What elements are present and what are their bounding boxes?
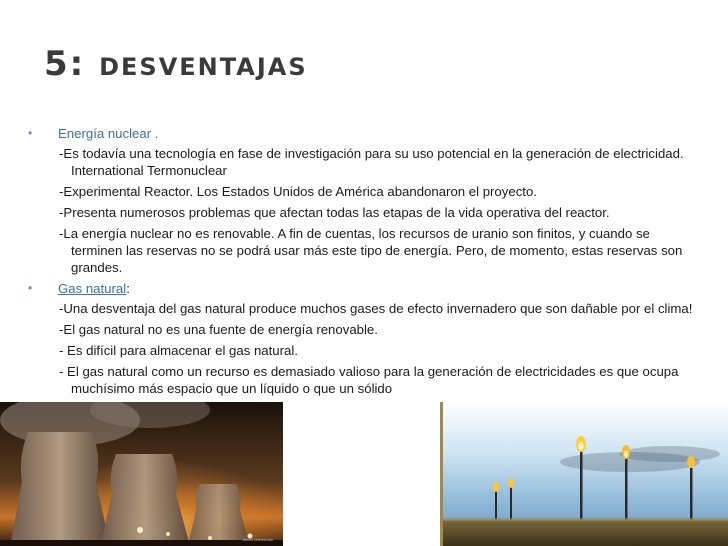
bullet-nuclear-energy [28,125,698,142]
bullet-natural-gas [28,280,698,297]
nuclear-point-1: -Es todavía una tecnología en fase de investigación para su uso potencial en la generación de electricidad. International Termonuclear [59,146,684,178]
nuclear-point-4: -La energía nuclear no es renovable. A fin de cuentas, los recursos de uranio son finitos, y cuando se terminen las reservas no se podrá usar más este tipo de energía. Pero, de momento, estas reservas son grandes. [59,226,683,275]
bullet-dot-icon: • [28,126,33,140]
gas-point-2: -El gas natural no es una fuente de energía renovable. [59,322,378,337]
gas-point-4: - El gas natural como un recurso es demasiado valioso para la generación de electricidades es que ocupa muchísimo más espacio que un líquido o que un sólido [59,364,679,396]
slide-title: 5: desventajas [44,44,308,84]
gas-flares-photo [440,402,728,546]
natural-gas-link[interactable]: Gas natural [58,281,127,296]
cooling-towers-photo [0,402,283,546]
gas-point-3: - Es difícil para almacenar el gas natural. [59,343,298,358]
nuclear-point-2: -Experimental Reactor. Los Estados Unidos de América abandonaron el proyecto. [59,184,537,199]
bullet-suffix: : [126,281,130,296]
slide-content [28,125,698,401]
bullet-dot-icon: • [28,281,33,295]
photo-credit: Albert Lieberman [242,537,273,542]
gas-point-1: -Una desventaja del gas natural produce muchos gases de efecto invernadero que son dañable por el clima! [59,301,693,316]
nuclear-energy-link[interactable]: Energía nuclear . [58,126,159,141]
nuclear-point-3: -Presenta numerosos problemas que afectan todas las etapas de la vida operativa del reactor. [59,205,610,220]
